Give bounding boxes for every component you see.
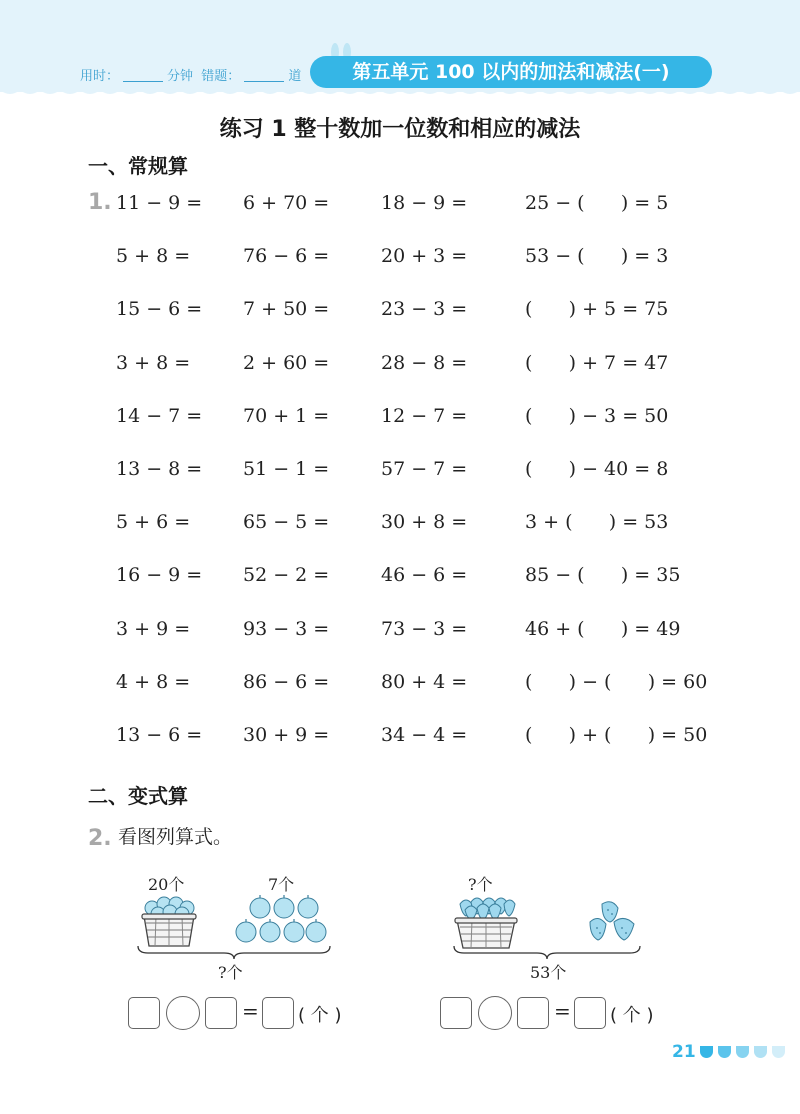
equation-r5-c1: 14 − 7 = (116, 405, 203, 427)
right-total-label: 53个 (530, 963, 567, 982)
equation-r6-c1: 13 − 8 = (116, 458, 203, 480)
equation-r10-c2: 86 − 6 = (243, 671, 330, 693)
equation-r3-c4: ( ) + 5 = 75 (525, 298, 669, 320)
right-answer-box-1[interactable] (440, 997, 472, 1029)
questions-label: 道 (288, 69, 302, 84)
right-answer-box-2[interactable] (517, 997, 549, 1029)
left-basket-label: 20个 (148, 875, 185, 894)
equation-r7-c4: 3 + ( ) = 53 (525, 511, 669, 533)
equation-r7-c1: 5 + 6 = (116, 511, 191, 533)
left-total-brace (136, 944, 332, 960)
right-equals-sign: = (554, 999, 571, 1023)
time-label: 用时： (80, 69, 120, 84)
section1-heading: 一、常规算 (88, 154, 188, 178)
minutes-label: 分钟 (167, 69, 194, 84)
right-unit-label: ( 个 ) (610, 1005, 654, 1026)
equation-r11-c1: 13 − 6 = (116, 724, 203, 746)
equation-r8-c3: 46 − 6 = (381, 564, 468, 586)
left-equals-sign: = (242, 999, 259, 1023)
equation-r2-c4: 53 − ( ) = 3 (525, 245, 669, 267)
equation-r4-c4: ( ) + 7 = 47 (525, 352, 669, 374)
equation-r11-c3: 34 − 4 = (381, 724, 468, 746)
left-answer-box-2[interactable] (205, 997, 237, 1029)
equation-r6-c3: 57 − 7 = (381, 458, 468, 480)
left-operator-circle[interactable] (166, 996, 200, 1030)
equation-r8-c2: 52 − 2 = (243, 564, 330, 586)
basket-of-apples-icon (138, 892, 200, 948)
equation-r2-c3: 20 + 3 = (381, 245, 468, 267)
unit-title-banner: 第五单元 100 以内的加法和减法(一) (310, 56, 712, 88)
left-answer-box-3[interactable] (262, 997, 294, 1029)
equation-r3-c3: 23 − 3 = (381, 298, 468, 320)
page-dot-4 (754, 1046, 767, 1058)
right-operator-circle[interactable] (478, 996, 512, 1030)
right-total-brace (452, 944, 642, 960)
question2-instruction: 看图列算式。 (118, 826, 233, 848)
equation-r5-c2: 70 + 1 = (243, 405, 330, 427)
equation-r2-c2: 76 − 6 = (243, 245, 330, 267)
left-total-label: ?个 (218, 963, 243, 982)
equation-r4-c1: 3 + 8 = (116, 352, 191, 374)
equation-r6-c2: 51 − 1 = (243, 458, 330, 480)
right-answer-box-3[interactable] (574, 997, 606, 1029)
page-title: 练习 1 整十数加一位数和相应的减法 (219, 117, 581, 142)
equation-r5-c4: ( ) − 3 = 50 (525, 405, 669, 427)
timing-record (80, 65, 301, 84)
right-basket-label: ?个 (468, 875, 493, 894)
equation-r1-c4: 25 − ( ) = 5 (525, 192, 669, 214)
page-dot-2 (718, 1046, 731, 1058)
equation-r1-c3: 18 − 9 = (381, 192, 468, 214)
section2-heading: 二、变式算 (88, 784, 188, 808)
equation-r11-c4: ( ) + ( ) = 50 (525, 724, 708, 746)
equation-r3-c1: 15 − 6 = (116, 298, 203, 320)
page-dot-5 (772, 1046, 785, 1058)
equation-r3-c2: 7 + 50 = (243, 298, 330, 320)
equation-r7-c2: 65 − 5 = (243, 511, 330, 533)
equation-r1-c2: 6 + 70 = (243, 192, 330, 214)
equation-r4-c3: 28 − 8 = (381, 352, 468, 374)
equation-r10-c3: 80 + 4 = (381, 671, 468, 693)
time-blank (123, 69, 163, 82)
left-answer-box-1[interactable] (128, 997, 160, 1029)
page-number: 21 (672, 1042, 696, 1062)
errors-blank (244, 69, 284, 82)
loose-strawberries-icon (588, 900, 638, 944)
equation-r10-c4: ( ) − ( ) = 60 (525, 671, 708, 693)
errors-label: 错题： (201, 69, 241, 84)
equation-r9-c1: 3 + 9 = (116, 618, 191, 640)
basket-of-strawberries-icon (452, 894, 520, 950)
equation-r5-c3: 12 − 7 = (381, 405, 468, 427)
loose-apples-icon (232, 894, 328, 948)
question1-number: 1. (88, 190, 112, 215)
equation-r9-c2: 93 − 3 = (243, 618, 330, 640)
equation-r1-c1: 11 − 9 = (116, 192, 203, 214)
equation-r2-c1: 5 + 8 = (116, 245, 191, 267)
equation-r9-c3: 73 − 3 = (381, 618, 468, 640)
equation-r11-c2: 30 + 9 = (243, 724, 330, 746)
question2-number: 2. (88, 826, 112, 851)
equation-r8-c4: 85 − ( ) = 35 (525, 564, 681, 586)
equation-r10-c1: 4 + 8 = (116, 671, 191, 693)
page-dot-1 (700, 1046, 713, 1058)
equation-r9-c4: 46 + ( ) = 49 (525, 618, 681, 640)
equation-r6-c4: ( ) − 40 = 8 (525, 458, 669, 480)
left-unit-label: ( 个 ) (298, 1005, 342, 1026)
equation-r7-c3: 30 + 8 = (381, 511, 468, 533)
page-dot-3 (736, 1046, 749, 1058)
left-loose-label: 7个 (268, 875, 295, 894)
equation-r8-c1: 16 − 9 = (116, 564, 203, 586)
equation-r4-c2: 2 + 60 = (243, 352, 330, 374)
